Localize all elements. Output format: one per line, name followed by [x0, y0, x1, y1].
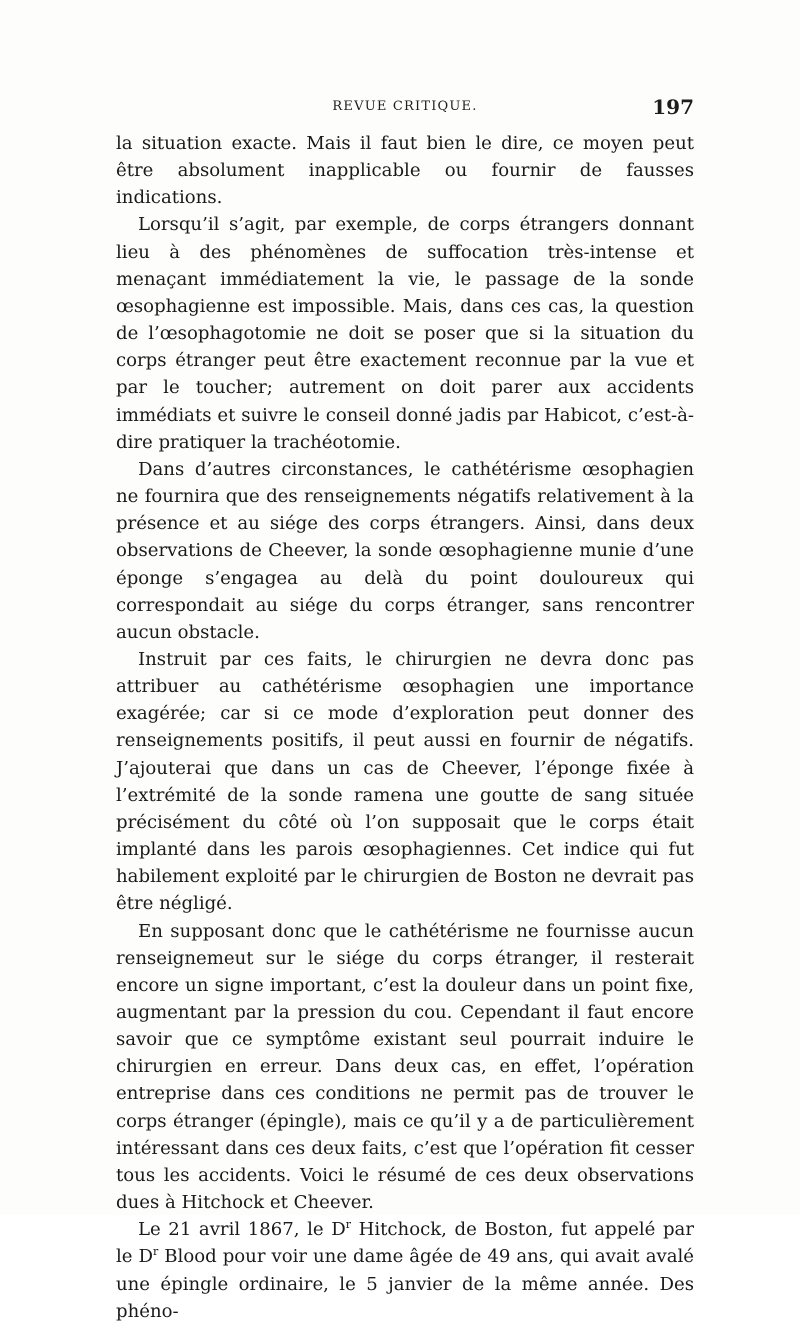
page-header	[116, 95, 694, 121]
page-number: 197	[652, 95, 694, 119]
paragraph-6-text-2: Hitchock, de Boston, fut appelé par le D	[116, 1219, 694, 1268]
paragraph-1: la situation exacte. Mais il faut bien le dire, ce moyen peut être absolument inapplicable ou fournir de fausses indications.	[116, 133, 694, 209]
body-text	[116, 130, 694, 1325]
doctor-superscript-1: r	[345, 1218, 351, 1232]
paragraph-3: Dans d’autres circonstances, le cathétérisme œsophagien ne fournira que des renseignements négatifs relativement à la présence et au siége des corps étrangers. Ainsi, dans deux observations de Cheever, la sonde œsophagienne munie d’une éponge s’engagea au delà du point douloureux qui correspondait au siége du corps étranger, sans rencontrer aucun obstacle.	[116, 458, 694, 643]
running-head: REVUE CRITIQUE.	[332, 99, 478, 114]
paragraph-4: Instruit par ces faits, le chirurgien ne devra donc pas attribuer au cathétérisme œsophagien une importance exagérée; car si ce mode d’exploration peut donner des renseignements positifs, il peut aussi en fournir de négatifs. J’ajouterai que dans un cas de Cheever, l’éponge fixée à l’extrémité de la sonde ramena une goutte de sang située précisément du côté où l’on supposait que le corps était implanté dans les parois œsophagiennes. Cet indice qui fut habilement exploité par le chirurgien de Boston ne devrait pas être négligé.	[116, 648, 694, 915]
paragraph-6	[116, 1216, 694, 1325]
paragraph-6-text-3: Blood pour voir une dame âgée de 49 ans, qui avait avalé une épingle ordinaire, le 5 janvier de la même année. Des phéno-	[116, 1246, 694, 1322]
paragraph-5: En supposant donc que le cathétérisme ne fournisse aucun renseignemeut sur le siége du corps étranger, il resterait encore un signe important, c’est la douleur dans un point fixe, augmentant par la pression du cou. Cependant il faut encore savoir que ce symptôme existant seul pourrait induire le chirurgien en erreur. Dans deux cas, en effet, l’opération entreprise dans ces conditions ne permit pas de trouver le corps étranger (épingle), mais ce qu’il y a de particulièrement intéressant dans ces deux faits, c’est que l’opération fit cesser tous les accidents. Voici le résumé de ces deux observations dues à Hitchock et Cheever.	[116, 920, 694, 1214]
doctor-superscript-2: r	[153, 1245, 159, 1259]
paragraph-2: Lorsqu’il s’agit, par exemple, de corps étrangers donnant lieu à des phénomènes de suffocation très-intense et menaçant immédiatement la vie, le passage de la sonde œsophagienne est impossible. Mais, dans ces cas, la question de l’œsophagotomie ne doit se poser que si la situation du corps étranger peut être exactement reconnue par la vue et par le toucher; autrement on doit parer aux accidents immédiats et suivre le conseil donné jadis par Habicot, c’est-à-dire pratiquer la trachéotomie.	[116, 214, 694, 453]
paragraph-6-text-1: Le 21 avril 1867, le D	[138, 1219, 346, 1241]
